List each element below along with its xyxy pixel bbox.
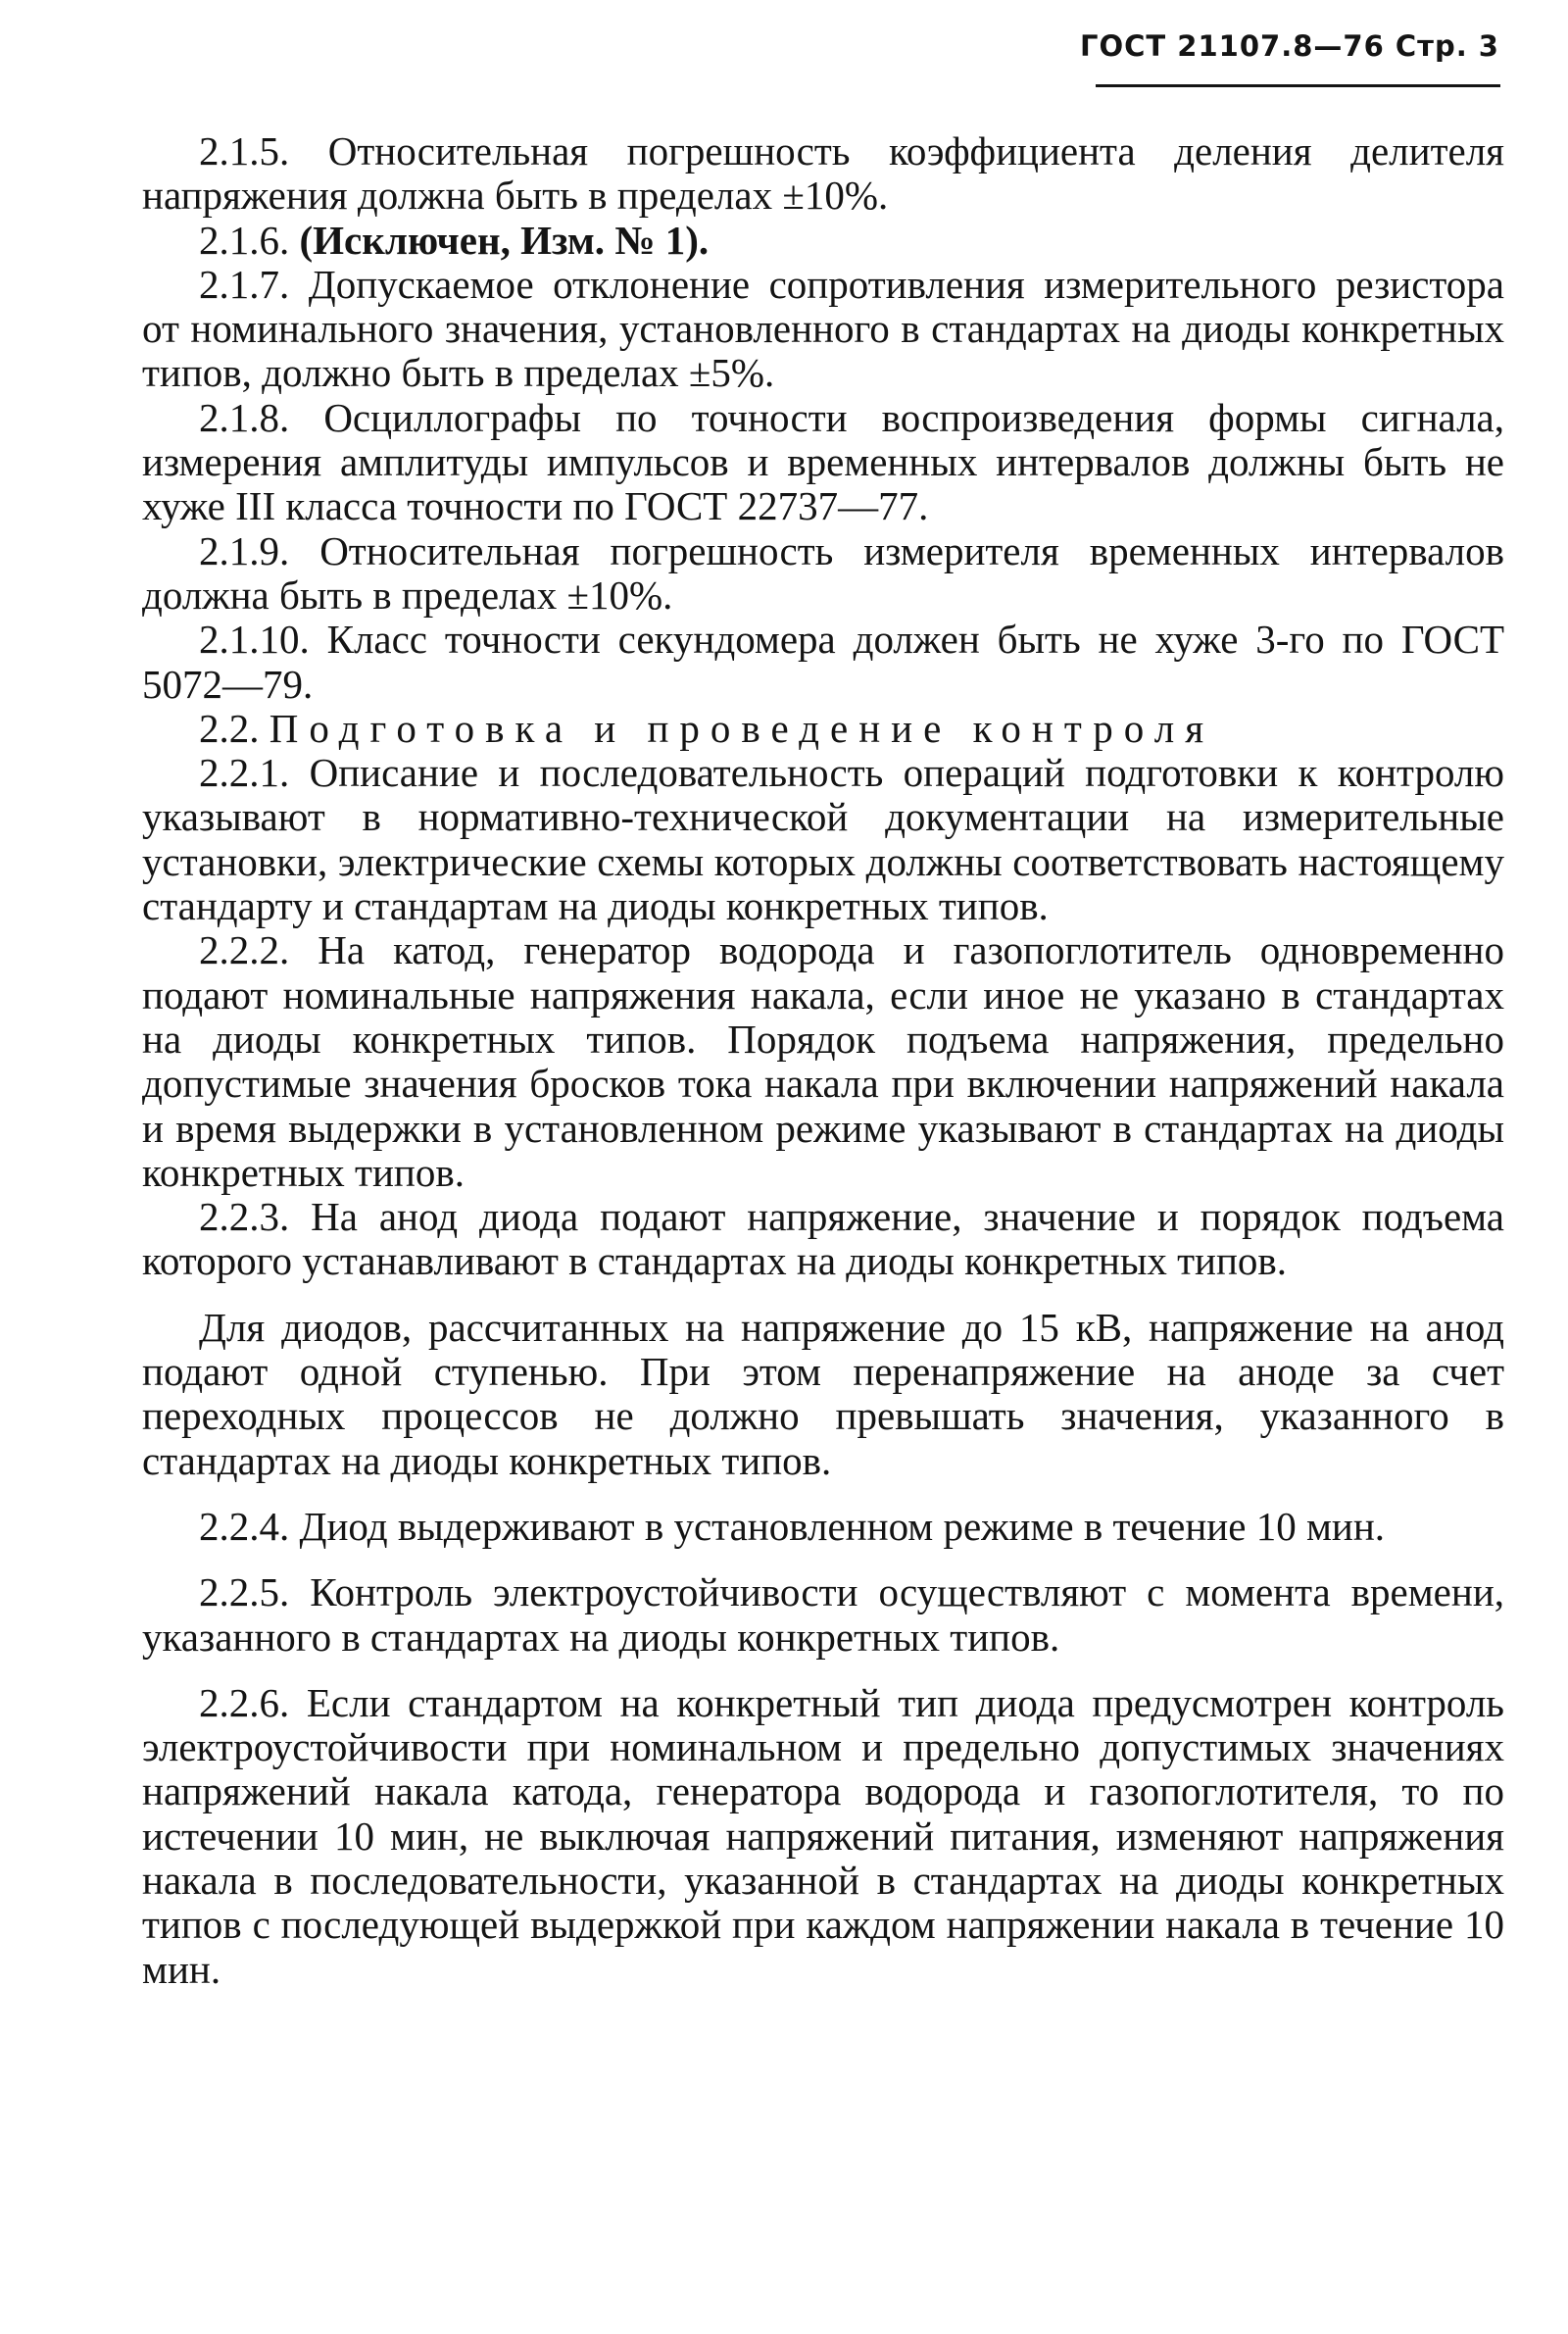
clause-text-excluded: (Исключен, Изм. № 1). — [299, 217, 710, 263]
clause-text: Диод выдерживают в установленном режиме в течение 10 мин. — [299, 1503, 1386, 1549]
running-header: ГОСТ 21107.8—76 Стр. 3 — [1080, 29, 1499, 63]
clause-2-2-4 — [142, 1505, 1504, 1549]
clause-number: 2.1.8. — [199, 394, 290, 440]
clause-2-2-1 — [142, 751, 1504, 928]
clause-number: 2.1.6. — [199, 217, 290, 263]
clause-text: Для диодов, рассчитанных на напряжение до 15 кВ, напряжение на анод подают одной ступенью. При этом перенапряжение на аноде за счет переходных процессов не должно превышать значения, указанного в стандартах на диоды конкретных типов. — [142, 1304, 1504, 1483]
clause-number: 2.1.7. — [199, 261, 290, 307]
clause-2-2-5 — [142, 1570, 1504, 1660]
clause-text: Класс точности секундомера должен быть не хуже 3-го по ГОСТ 5072—79. — [142, 617, 1505, 707]
clause-number: 2.2.4. — [199, 1503, 290, 1549]
clause-number: 2.2.5. — [199, 1569, 290, 1615]
clause-text: Описание и последовательность операций подготовки к контролю указывают в нормативно-технической документации на измерительные установки, электрические схемы которых должны соответствовать настоящему стандарту и стандартам на диоды конкретных типов. — [142, 750, 1504, 929]
header-rule — [1096, 84, 1500, 87]
clause-text: Если стандартом на конкретный тип диода предусмотрен контроль электроустойчивости при номинальном и предельно допустимых значениях напряжений накала катода, генератора водорода и газопоглотителя, то по истечении 10 мин, не выключая напряжений питания, изменяют напряжения накала в последовательности, указанной в стандартах на диоды конкретных типов с последующей выдержкой при каждом напряжении накала в течение 10 мин. — [142, 1679, 1504, 1992]
clause-2-2-2 — [142, 928, 1504, 1195]
clause-number: 2.1.5. — [199, 128, 290, 174]
clause-text: На анод диода подают напряжение, значение и порядок подъема которого устанавливают в стандартах на диоды конкретных типов. — [142, 1194, 1505, 1284]
section-number: 2.2. — [199, 705, 260, 751]
clause-2-1-6 — [142, 219, 1504, 263]
clause-2-1-10 — [142, 618, 1504, 707]
clause-2-1-9 — [142, 529, 1504, 619]
clause-2-1-8 — [142, 396, 1504, 529]
clause-2-2-6 — [142, 1681, 1504, 1992]
clause-text: Относительная погрешность коэффициента деления делителя напряжения должна быть в пределах ±10%. — [142, 128, 1505, 219]
clause-2-1-7 — [142, 263, 1504, 396]
clause-number: 2.1.9. — [199, 527, 290, 573]
clause-number: 2.2.3. — [199, 1194, 290, 1240]
clause-number: 2.2.1. — [199, 750, 290, 796]
clause-text: Осциллографы по точности воспроизведения формы сигнала, измерения амплитуды импульсов и временных интервалов должны быть не хуже III класса точности по ГОСТ 22737—77. — [142, 394, 1504, 529]
clause-2-2-3 — [142, 1195, 1504, 1284]
clause-text: Относительная погрешность измерителя временных интервалов должна быть в пределах ±10%. — [142, 527, 1504, 618]
clause-2-2-3-note — [142, 1306, 1504, 1483]
clause-number: 2.2.2. — [199, 927, 290, 973]
section-title: Подготовка и проведение контроля — [269, 705, 1215, 751]
clause-number: 2.1.10. — [199, 617, 310, 663]
clause-text: Контроль электроустойчивости осуществляют с момента времени, указанного в стандартах на диоды конкретных типов. — [142, 1569, 1505, 1660]
clause-text: Допускаемое отклонение сопротивления измерительного резистора от номинального значения, установленного в стандартах на диоды конкретных типов, должно быть в пределах ±5%. — [142, 261, 1505, 396]
clause-2-1-5 — [142, 129, 1504, 219]
body-text — [142, 129, 1504, 1992]
clause-number: 2.2.6. — [199, 1679, 290, 1725]
section-heading-2-2 — [142, 707, 1504, 751]
clause-text: На катод, генератор водорода и газопоглотитель одновременно подают номинальные напряжения накала, если иное не указано в стандартах на диоды конкретных типов. Порядок подъема напряжения, предельно допустимые значения бросков тока накала при включении напряжений накала и время выдержки в установленном режиме указывают в стандартах на диоды конкретных типов. — [142, 927, 1504, 1195]
